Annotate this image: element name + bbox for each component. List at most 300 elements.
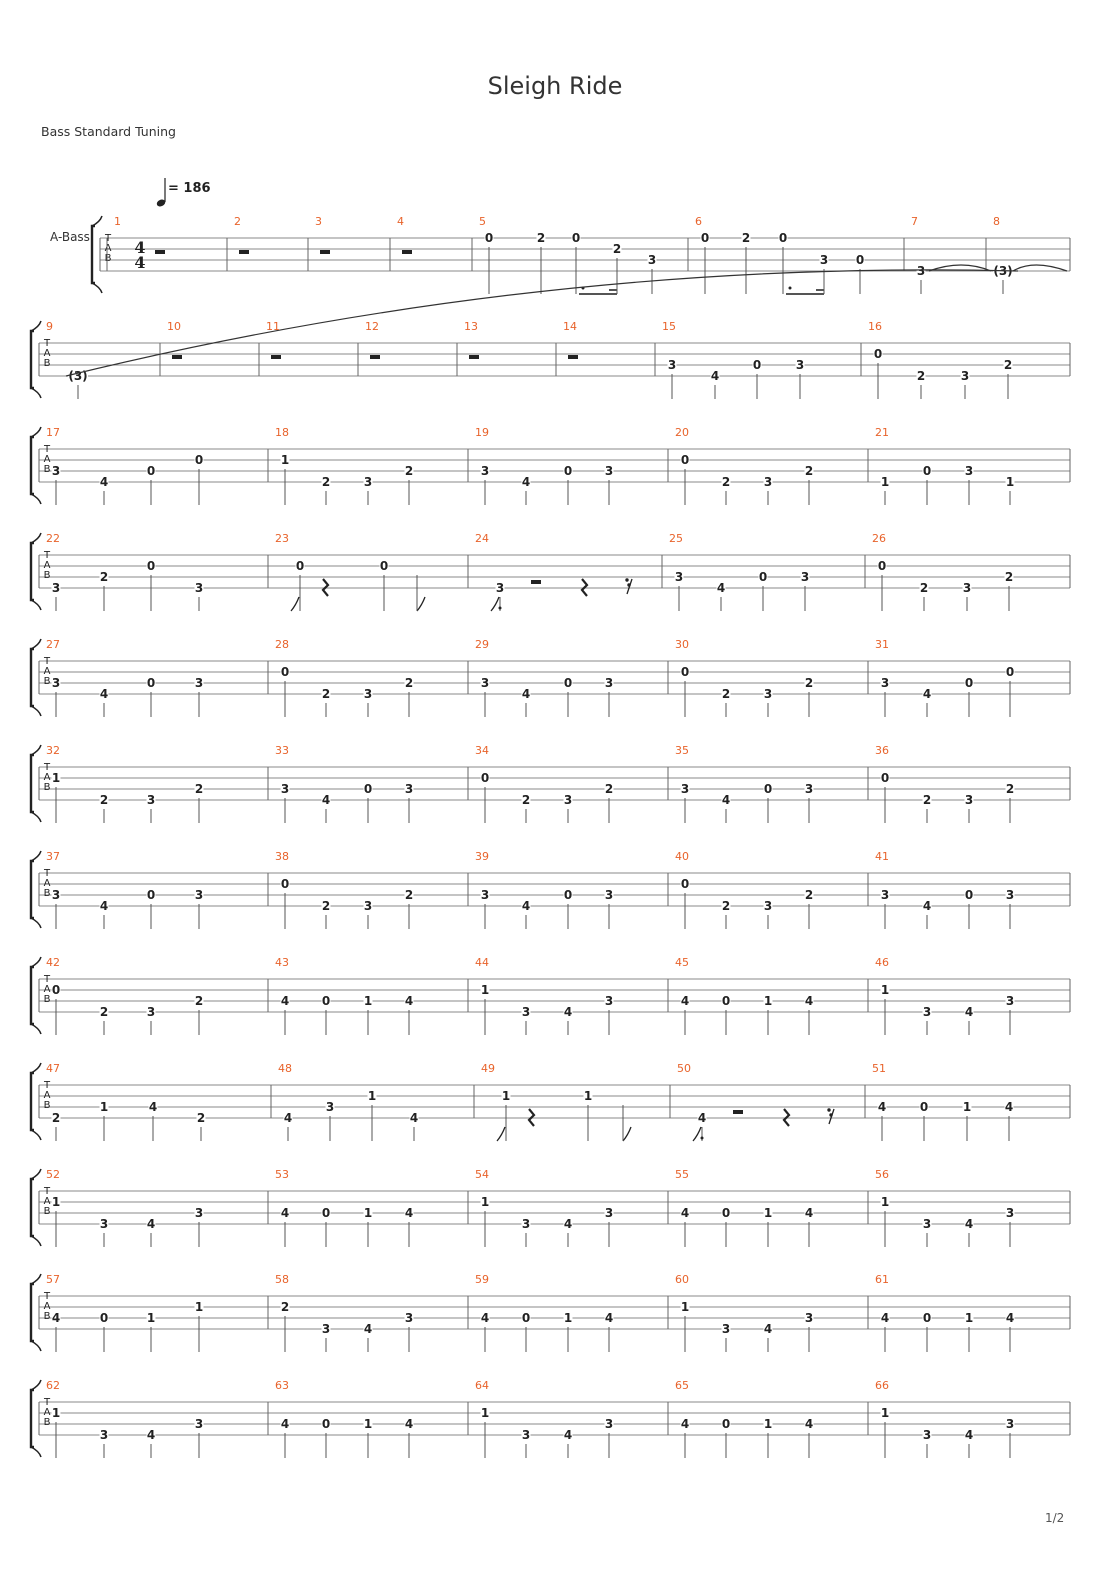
- fret-number: 1: [1005, 475, 1015, 489]
- fret-number: 4: [51, 1311, 61, 1325]
- tab-clef-letter: B: [43, 888, 51, 899]
- tab-system-10: [31, 1168, 1070, 1247]
- tab-clef-letter: B: [104, 253, 112, 264]
- fret-number: 0: [855, 253, 865, 267]
- fret-number: 4: [604, 1311, 614, 1325]
- measure-64: [475, 1379, 614, 1458]
- fret-number: (3): [993, 264, 1013, 278]
- fret-number: 4: [99, 687, 109, 701]
- half-rest-symbol: [402, 250, 412, 254]
- measure-25: [669, 532, 810, 611]
- fret-number: (3): [68, 369, 88, 383]
- system-bracket: [31, 755, 34, 812]
- eighth-flag: [417, 597, 425, 611]
- fret-number: 3: [1005, 888, 1015, 902]
- fret-number: 2: [922, 793, 932, 807]
- fret-number: 1: [280, 453, 290, 467]
- fret-number: 3: [404, 782, 414, 796]
- fret-number: 2: [1003, 358, 1013, 372]
- system-bracket: [31, 1284, 34, 1341]
- tab-clef-letter: A: [104, 243, 112, 254]
- fret-number: 1: [194, 1300, 204, 1314]
- fret-number: 0: [680, 665, 690, 679]
- tab-clef-letter: A: [43, 560, 51, 571]
- fret-number: 1: [480, 1406, 490, 1420]
- fret-number: 3: [604, 1417, 614, 1431]
- tab-clef-letter: B: [43, 570, 51, 581]
- tab-clef-letter: T: [43, 550, 51, 561]
- fret-number: 0: [680, 453, 690, 467]
- fret-number: 3: [804, 782, 814, 796]
- measure-number: 27: [46, 638, 60, 651]
- fret-number: 3: [563, 793, 573, 807]
- measure-66: [875, 1379, 1015, 1458]
- fret-number: 1: [880, 1406, 890, 1420]
- fret-number: 3: [521, 1005, 531, 1019]
- fret-number: 3: [604, 464, 614, 478]
- tab-clef-letter: T: [43, 1080, 51, 1091]
- fret-number: 4: [563, 1217, 573, 1231]
- measure-18: [275, 426, 414, 505]
- fret-number: 3: [99, 1428, 109, 1442]
- system-bracket-hook-top: [31, 851, 41, 861]
- fret-number: 0: [480, 771, 490, 785]
- measure-63: [275, 1379, 414, 1458]
- tab-clef-letter: T: [43, 1291, 51, 1302]
- tab-clef-letter: A: [43, 1407, 51, 1418]
- fret-number: 0: [964, 888, 974, 902]
- fret-number: 3: [763, 475, 773, 489]
- fret-number: 0: [571, 231, 581, 245]
- measure-65: [675, 1379, 814, 1458]
- measure-30: [675, 638, 814, 717]
- tab-clef-letter: T: [43, 762, 51, 773]
- half-rest-symbol: [155, 250, 165, 254]
- fret-number: 0: [1005, 665, 1015, 679]
- measure-number: 18: [275, 426, 289, 439]
- system-bracket-hook-bottom: [92, 283, 102, 293]
- tab-system-9: [31, 1062, 1070, 1141]
- fret-number: 2: [1004, 570, 1014, 584]
- measure-number: 11: [266, 320, 280, 333]
- measure-number: 2: [234, 215, 241, 228]
- fret-number: 1: [51, 1406, 61, 1420]
- measure-23: [275, 532, 425, 611]
- eighth-flag: [623, 1127, 631, 1141]
- fret-number: 3: [51, 888, 61, 902]
- measure-41: [875, 850, 1015, 929]
- fret-number: 3: [521, 1217, 531, 1231]
- tab-clef-letter: T: [43, 1397, 51, 1408]
- fret-number: 0: [700, 231, 710, 245]
- measure-45: [675, 956, 814, 1035]
- fret-number: 4: [148, 1100, 158, 1114]
- tab-system-12: [31, 1379, 1070, 1458]
- fret-number: 4: [1004, 1100, 1014, 1114]
- measure-number: 38: [275, 850, 289, 863]
- tab-system-6: [31, 744, 1070, 823]
- system-bracket-hook-top: [31, 639, 41, 649]
- measure-number: 45: [675, 956, 689, 969]
- measure-number: 22: [46, 532, 60, 545]
- fret-number: 3: [480, 888, 490, 902]
- half-rest-symbol: [271, 355, 281, 359]
- fret-number: 0: [721, 1417, 731, 1431]
- tab-clef-letter: A: [43, 878, 51, 889]
- fret-number: 0: [521, 1311, 531, 1325]
- tab-clef-letter: A: [43, 454, 51, 465]
- measure-number: 52: [46, 1168, 60, 1181]
- measure-62: [43, 1379, 204, 1458]
- measure-6: [695, 215, 865, 294]
- measure-38: [275, 850, 414, 929]
- measure-number: 40: [675, 850, 689, 863]
- fret-number: 4: [763, 1322, 773, 1336]
- fret-number: 0: [146, 888, 156, 902]
- fret-number: 0: [778, 231, 788, 245]
- fret-number: 3: [604, 676, 614, 690]
- system-bracket-hook-bottom: [31, 1341, 41, 1351]
- measure-33: [275, 744, 414, 823]
- measure-19: [475, 426, 614, 505]
- tab-system-11: [31, 1273, 1070, 1352]
- measure-number: 39: [475, 850, 489, 863]
- tab-system-8: [31, 956, 1070, 1035]
- fret-number: 4: [697, 1111, 707, 1125]
- measure-61: [875, 1273, 1015, 1352]
- fret-number: 3: [1005, 1417, 1015, 1431]
- sixteenth-rest-dot: [827, 1108, 830, 1111]
- fret-number: 3: [51, 676, 61, 690]
- sixteenth-rest-dot: [625, 578, 628, 581]
- tab-clef-letter: B: [43, 1206, 51, 1217]
- fret-number: 3: [962, 581, 972, 595]
- measure-number: 4: [397, 215, 404, 228]
- measure-number: 58: [275, 1273, 289, 1286]
- fret-number: 4: [521, 687, 531, 701]
- measure-50: [677, 1062, 834, 1141]
- fret-number: 2: [804, 888, 814, 902]
- fret-number: 0: [563, 464, 573, 478]
- fret-number: 0: [758, 570, 768, 584]
- measure-10: [167, 320, 182, 359]
- fret-number: 3: [922, 1005, 932, 1019]
- fret-number: 1: [367, 1089, 377, 1103]
- measure-number: 17: [46, 426, 60, 439]
- fret-number: 0: [484, 231, 494, 245]
- measure-number: 59: [475, 1273, 489, 1286]
- measure-number: 14: [563, 320, 577, 333]
- measure-number: 55: [675, 1168, 689, 1181]
- tempo-value: = 186: [168, 181, 211, 196]
- fret-number: 0: [99, 1311, 109, 1325]
- fret-number: 3: [280, 782, 290, 796]
- fret-number: 4: [146, 1428, 156, 1442]
- measure-35: [675, 744, 814, 823]
- fret-number: 4: [964, 1217, 974, 1231]
- fret-number: 3: [51, 581, 61, 595]
- fret-number: 0: [752, 358, 762, 372]
- fret-number: 2: [99, 1005, 109, 1019]
- system-bracket-hook-top: [31, 1169, 41, 1179]
- fret-number: 2: [612, 242, 622, 256]
- fret-number: 4: [804, 1206, 814, 1220]
- tab-clef-letter: B: [43, 782, 51, 793]
- augmentation-dot: [789, 287, 792, 290]
- measure-43: [275, 956, 414, 1035]
- system-bracket: [92, 226, 95, 283]
- measure-56: [875, 1168, 1015, 1247]
- system-bracket-hook-bottom: [31, 1447, 41, 1457]
- system-bracket-hook-bottom: [31, 600, 41, 610]
- measure-number: 13: [464, 320, 478, 333]
- fret-number: 4: [716, 581, 726, 595]
- tab-clef-letter: B: [43, 1417, 51, 1428]
- measure-number: 49: [481, 1062, 495, 1075]
- fret-number: 3: [721, 1322, 731, 1336]
- measure-46: [875, 956, 1015, 1035]
- measure-number: 33: [275, 744, 289, 757]
- system-bracket: [31, 1390, 34, 1447]
- measure-number: 16: [868, 320, 882, 333]
- fret-number: 0: [721, 994, 731, 1008]
- system-bracket-hook-top: [31, 957, 41, 967]
- fret-number: 3: [194, 888, 204, 902]
- measure-number: 32: [46, 744, 60, 757]
- fret-number: 2: [321, 687, 331, 701]
- system-bracket-hook-bottom: [31, 494, 41, 504]
- fret-number: 2: [280, 1300, 290, 1314]
- time-signature-top: 4: [134, 238, 146, 257]
- fret-number: 0: [721, 1206, 731, 1220]
- tab-clef-letter: A: [43, 1196, 51, 1207]
- fret-number: 4: [404, 1417, 414, 1431]
- fret-number: 1: [480, 1195, 490, 1209]
- fret-number: 1: [363, 1417, 373, 1431]
- fret-number: 3: [667, 358, 677, 372]
- fret-number: 0: [563, 676, 573, 690]
- fret-number: 2: [721, 687, 731, 701]
- system-bracket: [31, 331, 34, 388]
- fret-number: 0: [379, 559, 389, 573]
- fret-number: 4: [146, 1217, 156, 1231]
- fret-number: 2: [99, 793, 109, 807]
- fret-number: 3: [604, 1206, 614, 1220]
- fret-number: 3: [680, 782, 690, 796]
- fret-number: 4: [280, 994, 290, 1008]
- fret-number: 1: [363, 994, 373, 1008]
- measure-20: [675, 426, 814, 505]
- tab-system-2: [31, 270, 1070, 399]
- measure-number: 3: [315, 215, 322, 228]
- fret-number: 3: [363, 899, 373, 913]
- tab-clef-letter: A: [43, 1301, 51, 1312]
- measure-32: [43, 744, 204, 823]
- measure-14: [563, 320, 578, 359]
- measure-8: [929, 215, 1067, 294]
- half-rest-symbol: [469, 355, 479, 359]
- measure-number: 60: [675, 1273, 689, 1286]
- tab-system-7: [31, 850, 1070, 929]
- fret-number: 3: [960, 369, 970, 383]
- fret-number: 3: [404, 1311, 414, 1325]
- tie-arc: [1013, 265, 1067, 271]
- fret-number: 1: [680, 1300, 690, 1314]
- tab-clef-letter: B: [43, 1311, 51, 1322]
- tab-clef-letter: T: [43, 974, 51, 985]
- fret-number: 4: [1005, 1311, 1015, 1325]
- fret-number: 2: [404, 888, 414, 902]
- page-number: 1/2: [1045, 1511, 1065, 1525]
- measure-number: 19: [475, 426, 489, 439]
- tab-clef-letter: A: [43, 348, 51, 359]
- fret-number: 2: [51, 1111, 61, 1125]
- fret-number: 3: [325, 1100, 335, 1114]
- measure-15: [662, 320, 805, 399]
- tab-clef-letter: A: [43, 1090, 51, 1101]
- system-bracket-hook-bottom: [31, 1236, 41, 1246]
- measure-31: [875, 638, 1015, 717]
- measure-number: 54: [475, 1168, 489, 1181]
- measure-53: [275, 1168, 414, 1247]
- measure-51: [872, 1062, 1014, 1141]
- measure-number: 5: [479, 215, 486, 228]
- half-rest-symbol: [370, 355, 380, 359]
- fret-number: 4: [99, 475, 109, 489]
- fret-number: 3: [804, 1311, 814, 1325]
- system-bracket-hook-bottom: [31, 918, 41, 928]
- measure-13: [464, 320, 479, 359]
- fret-number: 3: [964, 793, 974, 807]
- half-rest-symbol: [531, 580, 541, 584]
- measure-29: [475, 638, 614, 717]
- system-bracket-hook-bottom: [31, 1130, 41, 1140]
- measure-11: [266, 320, 281, 359]
- fret-number: 1: [51, 771, 61, 785]
- measure-60: [675, 1273, 814, 1352]
- measure-number: 64: [475, 1379, 489, 1392]
- system-bracket-hook-bottom: [31, 1024, 41, 1034]
- fret-number: 3: [674, 570, 684, 584]
- tuning-label: Bass Standard Tuning: [41, 124, 176, 139]
- measure-number: 1: [114, 215, 121, 228]
- system-bracket-hook-top: [31, 427, 41, 437]
- fret-number: 3: [480, 676, 490, 690]
- fret-number: 3: [146, 1005, 156, 1019]
- fret-number: 1: [763, 1206, 773, 1220]
- measure-39: [475, 850, 614, 929]
- tab-clef-letter: T: [43, 656, 51, 667]
- measure-number: 36: [875, 744, 889, 757]
- fret-number: 2: [604, 782, 614, 796]
- measure-number: 34: [475, 744, 489, 757]
- measure-number: 61: [875, 1273, 889, 1286]
- fret-number: 3: [363, 687, 373, 701]
- fret-number: 3: [800, 570, 810, 584]
- fret-number: 2: [404, 676, 414, 690]
- fret-number: 2: [194, 994, 204, 1008]
- tab-clef-letter: B: [43, 358, 51, 369]
- tab-system-1: [92, 215, 1070, 294]
- measure-number: 51: [872, 1062, 886, 1075]
- eighth-flag: [497, 1127, 505, 1141]
- fret-number: 4: [804, 994, 814, 1008]
- measure-40: [675, 850, 814, 929]
- tab-clef-letter: T: [43, 1186, 51, 1197]
- measure-number: 12: [365, 320, 379, 333]
- fret-number: 3: [194, 1206, 204, 1220]
- fret-number: 4: [521, 475, 531, 489]
- measure-12: [365, 320, 380, 359]
- fret-number: 0: [964, 676, 974, 690]
- fret-number: 0: [880, 771, 890, 785]
- measure-42: [43, 956, 204, 1035]
- tab-clef-letter: B: [43, 676, 51, 687]
- measure-59: [475, 1273, 614, 1352]
- fret-number: 4: [877, 1100, 887, 1114]
- system-bracket: [31, 649, 34, 706]
- fret-number: 1: [962, 1100, 972, 1114]
- fret-number: 1: [51, 1195, 61, 1209]
- system-bracket: [31, 543, 34, 600]
- measure-number: 21: [875, 426, 889, 439]
- fret-number: 0: [763, 782, 773, 796]
- fret-number: 3: [922, 1217, 932, 1231]
- tab-system-4: [31, 532, 1070, 611]
- fret-number: 4: [280, 1417, 290, 1431]
- fret-number: 3: [194, 581, 204, 595]
- fret-number: 1: [763, 994, 773, 1008]
- fret-number: 0: [919, 1100, 929, 1114]
- fret-number: 3: [880, 676, 890, 690]
- measure-36: [875, 744, 1015, 823]
- sixteenth-rest-dot: [627, 583, 630, 586]
- fret-number: 0: [321, 1206, 331, 1220]
- measure-number: 56: [875, 1168, 889, 1181]
- measure-58: [275, 1273, 414, 1352]
- fret-number: 0: [321, 1417, 331, 1431]
- fret-number: 4: [283, 1111, 293, 1125]
- fret-number: 0: [280, 877, 290, 891]
- measure-number: 41: [875, 850, 889, 863]
- fret-number: 2: [196, 1111, 206, 1125]
- measure-26: [872, 532, 1014, 611]
- measure-55: [675, 1168, 814, 1247]
- fret-number: 4: [680, 994, 690, 1008]
- measure-number: 6: [695, 215, 702, 228]
- fret-number: 4: [404, 994, 414, 1008]
- system-bracket: [31, 967, 34, 1024]
- half-rest-symbol: [172, 355, 182, 359]
- fret-number: 2: [741, 231, 751, 245]
- measure-number: 10: [167, 320, 181, 333]
- fret-number: 4: [964, 1005, 974, 1019]
- fret-number: 0: [922, 464, 932, 478]
- measure-number: 7: [911, 215, 918, 228]
- measure-57: [43, 1273, 204, 1352]
- fret-number: 3: [916, 264, 926, 278]
- fret-number: 0: [194, 453, 204, 467]
- sixteenth-rest-dot: [829, 1113, 832, 1116]
- fret-number: 1: [880, 983, 890, 997]
- fret-number: 4: [99, 899, 109, 913]
- measure-9: [43, 270, 1018, 399]
- system-bracket: [31, 1073, 34, 1130]
- measure-49: [481, 1062, 631, 1141]
- measure-number: 20: [675, 426, 689, 439]
- fret-number: 1: [583, 1089, 593, 1103]
- system-bracket-hook-top: [31, 1063, 41, 1073]
